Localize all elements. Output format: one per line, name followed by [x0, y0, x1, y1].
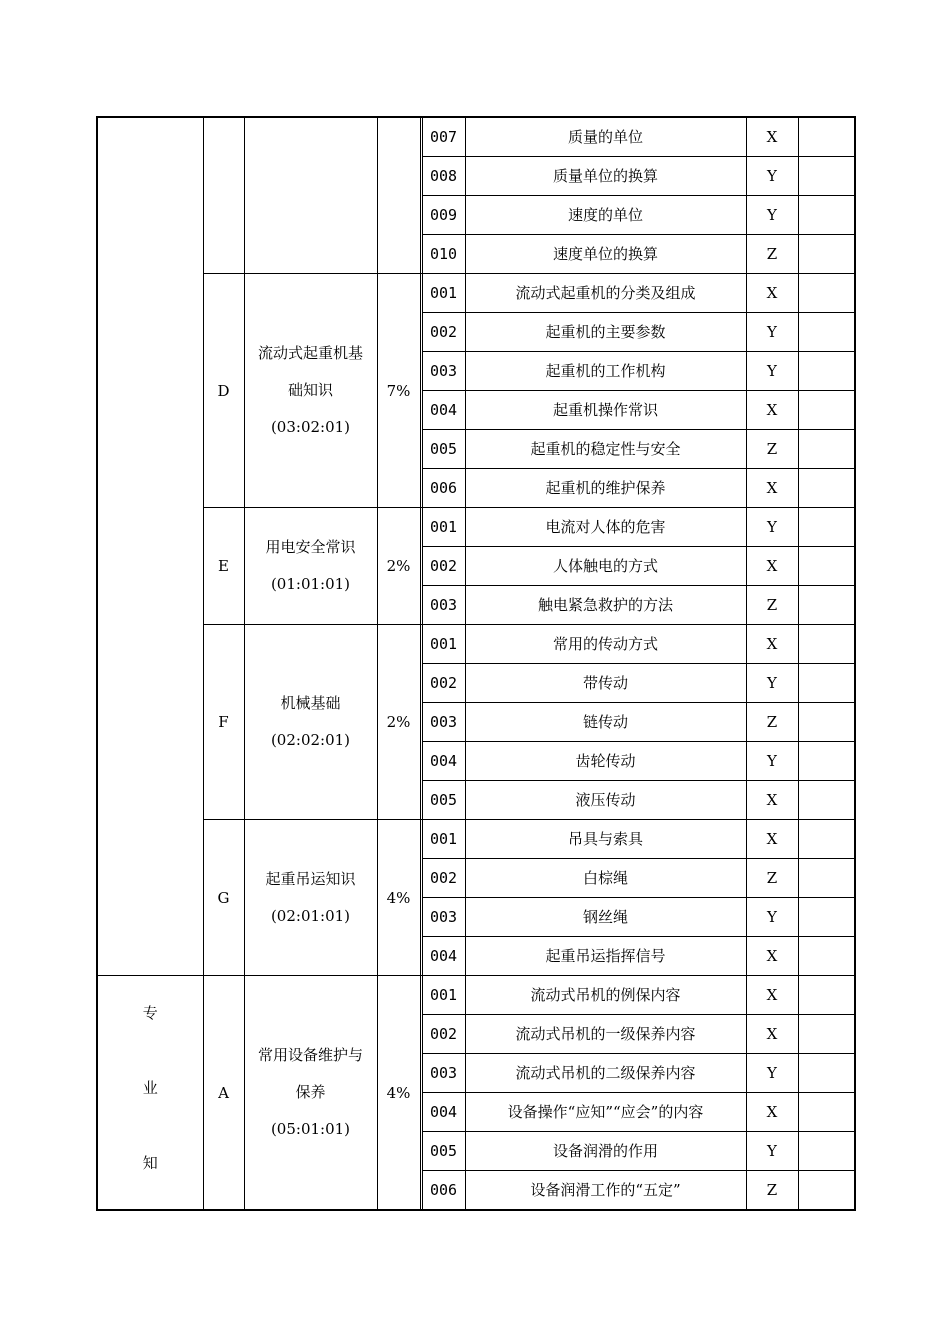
item-text: 速度的单位	[465, 196, 746, 235]
unit-letter	[203, 117, 244, 274]
item-level: Z	[746, 1171, 798, 1211]
category-cell	[97, 117, 203, 976]
unit-percent	[377, 117, 420, 274]
table-row	[97, 625, 855, 664]
item-level: Y	[746, 508, 798, 547]
item-code: 001	[422, 274, 465, 313]
unit-name-line: 用电安全常识	[265, 538, 356, 556]
item-level: X	[746, 1093, 798, 1132]
item-level: X	[746, 1015, 798, 1054]
item-blank	[798, 196, 855, 235]
item-text: 速度单位的换算	[465, 235, 746, 274]
table-row	[97, 117, 855, 157]
item-blank	[798, 235, 855, 274]
item-code: 001	[422, 976, 465, 1015]
item-text: 起重机的维护保养	[465, 469, 746, 508]
table-body	[97, 117, 855, 1210]
table-row	[97, 274, 855, 313]
item-code: 004	[422, 742, 465, 781]
item-blank	[798, 1015, 855, 1054]
item-text: 流动式吊机的二级保养内容	[465, 1054, 746, 1093]
item-text: 起重机操作常识	[465, 391, 746, 430]
item-level: X	[746, 781, 798, 820]
item-blank	[798, 313, 855, 352]
unit-name-line: 保养	[295, 1083, 326, 1101]
item-blank	[798, 742, 855, 781]
item-level: Y	[746, 742, 798, 781]
category-char: 知	[142, 1154, 158, 1172]
unit-name-cell	[244, 508, 377, 625]
item-blank	[798, 586, 855, 625]
item-code: 004	[422, 1093, 465, 1132]
item-blank	[798, 898, 855, 937]
item-blank	[798, 820, 855, 859]
item-code: 002	[422, 859, 465, 898]
item-blank	[798, 157, 855, 196]
item-text: 电流对人体的危害	[465, 508, 746, 547]
item-code: 004	[422, 391, 465, 430]
item-level: X	[746, 625, 798, 664]
item-level: Z	[746, 703, 798, 742]
table-row	[97, 976, 855, 1015]
item-level: Z	[746, 586, 798, 625]
unit-percent: 2%	[377, 508, 420, 625]
item-code: 002	[422, 664, 465, 703]
item-level: Z	[746, 430, 798, 469]
item-code: 003	[422, 1054, 465, 1093]
item-blank	[798, 781, 855, 820]
item-text: 白棕绳	[465, 859, 746, 898]
item-text: 触电紧急救护的方法	[465, 586, 746, 625]
unit-letter: F	[203, 625, 244, 820]
category-char: 专	[142, 1004, 158, 1022]
item-text: 齿轮传动	[465, 742, 746, 781]
item-level: Y	[746, 1132, 798, 1171]
item-code: 005	[422, 781, 465, 820]
item-code: 003	[422, 703, 465, 742]
item-blank	[798, 664, 855, 703]
item-code: 006	[422, 469, 465, 508]
unit-name-line: 起重吊运知识	[265, 869, 356, 888]
item-level: Y	[746, 313, 798, 352]
unit-name-line: 础知识	[287, 381, 333, 399]
unit-name-cell	[244, 820, 377, 976]
item-text: 吊具与索具	[465, 820, 746, 859]
item-code: 005	[422, 1132, 465, 1171]
item-code: 010	[422, 235, 465, 274]
unit-name-cell	[244, 976, 377, 1211]
category-cell	[97, 976, 203, 1211]
item-text: 质量的单位	[465, 117, 746, 157]
item-text: 设备润滑的作用	[465, 1132, 746, 1171]
item-text: 起重机的主要参数	[465, 313, 746, 352]
item-text: 起重机的工作机构	[465, 352, 746, 391]
item-level: Z	[746, 859, 798, 898]
item-blank	[798, 625, 855, 664]
item-blank	[798, 508, 855, 547]
item-text: 常用的传动方式	[465, 625, 746, 664]
item-text: 钢丝绳	[465, 898, 746, 937]
item-level: Y	[746, 898, 798, 937]
category-char: 业	[142, 1079, 158, 1097]
item-text: 质量单位的换算	[465, 157, 746, 196]
item-code: 008	[422, 157, 465, 196]
item-level: Y	[746, 1054, 798, 1093]
item-level: X	[746, 547, 798, 586]
item-code: 002	[422, 313, 465, 352]
item-level: X	[746, 117, 798, 157]
item-level: X	[746, 469, 798, 508]
item-code: 001	[422, 820, 465, 859]
item-text: 人体触电的方式	[465, 547, 746, 586]
item-text: 液压传动	[465, 781, 746, 820]
item-code: 005	[422, 430, 465, 469]
table-row	[97, 820, 855, 859]
item-blank	[798, 703, 855, 742]
item-level: Y	[746, 352, 798, 391]
item-code: 003	[422, 898, 465, 937]
item-blank	[798, 1132, 855, 1171]
item-code: 009	[422, 196, 465, 235]
item-blank	[798, 976, 855, 1015]
item-level: X	[746, 937, 798, 976]
unit-name-line: 流动式起重机基	[257, 344, 363, 362]
item-blank	[798, 547, 855, 586]
item-level: Y	[746, 157, 798, 196]
unit-ratio: (01:01:01)	[270, 575, 351, 593]
knowledge-spec-table	[96, 116, 856, 1211]
item-level: Z	[746, 235, 798, 274]
unit-ratio: (02:01:01)	[270, 906, 351, 925]
item-text: 带传动	[465, 664, 746, 703]
item-blank	[798, 937, 855, 976]
item-text: 起重吊运指挥信号	[465, 937, 746, 976]
item-code: 001	[422, 625, 465, 664]
item-code: 002	[422, 1015, 465, 1054]
item-blank	[798, 1171, 855, 1211]
unit-letter: D	[203, 274, 244, 508]
item-level: Y	[746, 664, 798, 703]
item-level: X	[746, 391, 798, 430]
unit-letter: A	[203, 976, 244, 1211]
unit-name-cell	[244, 274, 377, 508]
item-level: X	[746, 976, 798, 1015]
item-blank	[798, 430, 855, 469]
item-text: 流动式吊机的例保内容	[465, 976, 746, 1015]
item-text: 链传动	[465, 703, 746, 742]
unit-ratio: (02:02:01)	[270, 731, 351, 749]
unit-ratio: (03:02:01)	[270, 418, 351, 436]
item-blank	[798, 469, 855, 508]
unit-name-line: 常用设备维护与	[257, 1046, 363, 1064]
item-code: 001	[422, 508, 465, 547]
item-code: 003	[422, 352, 465, 391]
unit-letter: E	[203, 508, 244, 625]
item-text: 起重机的稳定性与安全	[465, 430, 746, 469]
item-code: 002	[422, 547, 465, 586]
item-code: 007	[422, 117, 465, 157]
unit-percent: 2%	[377, 625, 420, 820]
item-code: 004	[422, 937, 465, 976]
item-level: X	[746, 274, 798, 313]
unit-ratio: (05:01:01)	[270, 1120, 351, 1138]
unit-percent: 7%	[377, 274, 420, 508]
unit-name-cell	[244, 117, 377, 274]
item-blank	[798, 859, 855, 898]
unit-letter: G	[203, 820, 244, 976]
item-blank	[798, 1054, 855, 1093]
table-row	[97, 508, 855, 547]
unit-percent: 4%	[377, 976, 420, 1211]
item-code: 003	[422, 586, 465, 625]
item-level: X	[746, 820, 798, 859]
item-text: 设备润滑工作的“五定”	[465, 1171, 746, 1211]
item-blank	[798, 274, 855, 313]
item-text: 流动式起重机的分类及组成	[465, 274, 746, 313]
unit-name-line: 机械基础	[280, 694, 341, 712]
item-text: 设备操作“应知”“应会”的内容	[465, 1093, 746, 1132]
item-blank	[798, 352, 855, 391]
unit-percent: 4%	[377, 820, 420, 976]
item-blank	[798, 1093, 855, 1132]
item-blank	[798, 391, 855, 430]
unit-name-cell	[244, 625, 377, 820]
item-text: 流动式吊机的一级保养内容	[465, 1015, 746, 1054]
item-blank	[798, 117, 855, 157]
item-code: 006	[422, 1171, 465, 1211]
item-level: Y	[746, 196, 798, 235]
